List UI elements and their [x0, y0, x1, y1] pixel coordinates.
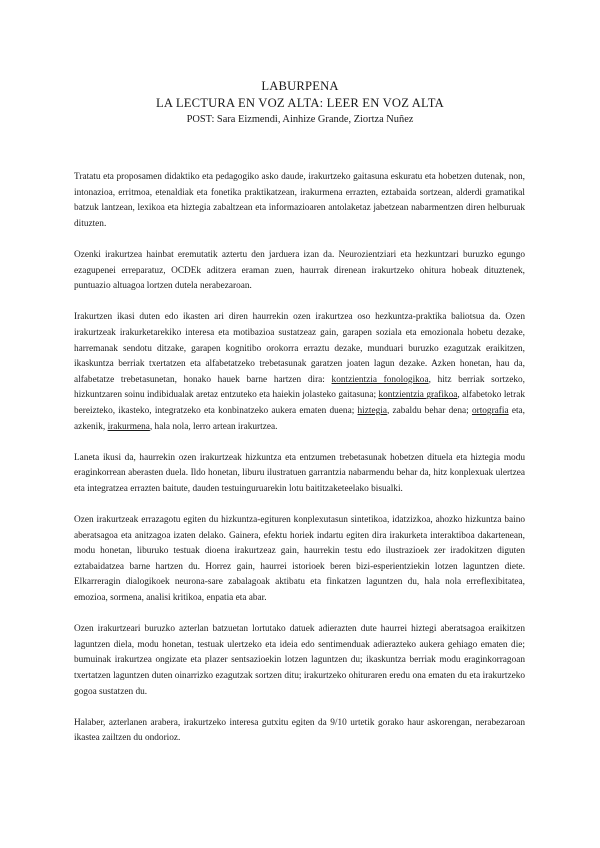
document-body — [74, 170, 525, 763]
paragraph — [74, 310, 525, 435]
paragraph-text: Irakurtzen ikasi duten edo ikasten ari diren haurrekin ozen irakurtzea oso hezkuntza-praktika baliotsua da. Ozen irakurtzeak irakurketarekiko interesa eta motibazioa sustatzeaz gain, garapen soziala eta emozionala hobetu dezake, harremanak sendotu ditzake, garapen kognitibo orokorra erraztu dezake, munduari buruzko ezagutzak eraikitzen, ikaskuntza berriak txertatzen eta alfabetatzeko trebetasunak garatzen joaten lagun dezake. Azken honetan, hau da, alfabetatze trebetasunetan, honako hauek barne hartzen dira: — [74, 312, 525, 385]
underlined-term: kontzientzia grafikoa — [378, 390, 458, 401]
paragraph-text: eta, azkenik, — [74, 405, 526, 432]
document-title: LA LECTURA EN VOZ ALTA: LEER EN VOZ ALTA — [156, 96, 444, 110]
paragraph: Laneta ikusi da, haurrekin ozen irakurtzeak hizkuntza eta entzumen trebetasunak hobetzen dituela eta hiztegia modu eraginkorrean aberasten duela. Ildo honetan, liburu ilustratuen garrantzia nabarmendu behar da, hitz konplexuak ulertzea eta integratzea errazten baitute, dauden testuinguruarekin lotu baititzaketeelako bisualki. — [74, 452, 525, 494]
paragraph: Halaber, azterlanen arabera, irakurtzeko interesa gutxitu egiten da 9/10 urtetik gorako haur askorengan, nerabezaroan ikastea zailtzen du ondorioz. — [74, 717, 525, 744]
paragraph-text: , hitz berriak sortzeko, hizkuntzaren soinu indibidualak aretaz entzuteko eta haiekin jolasteko gaitasuna; — [74, 374, 525, 401]
document-heading: LABURPENA — [261, 79, 339, 93]
underlined-term: ortografia — [471, 405, 509, 416]
underlined-term: hiztegia — [357, 405, 387, 416]
paragraph: Ozen irakurtzeari buruzko azterlan batzuetan lortutako datuek adierazten dute haurrei hiztegi aberatsagoa eraikitzen laguntzen diela, modu honetan, testuak ulertzeko eta ideia edo sentimenduak adierazteko aukera gehiago ematen die; bumuinak irakurtzea ongizate eta plazer sentsazioekin lotzen laguntzen du; ikaskuntza berriak modu eraginkorragoan txertatzen laguntzen duten oinarrizko ezagutzak sortzen ditu; irakurtzeko ohituraren eredu ona ematen du eta irakurtzeko gogoa sustatzen du. — [74, 624, 525, 697]
paragraph: Ozen irakurtzeak errazagotu egiten du hizkuntza-egituren konplexutasun sintetikoa, idatzizkoa, ahozko hizkuntza baino aberatsagoa eta anitzagoa izaten delako. Gainera, efektu horiek indartu egiten dira irakurketa interaktiboa dakartenean, modu honetan, liburuko testuak dioena irakurtzeaz gain, haurrekin testu edo ilustrazioek zer iradokitzen diguten eztabaidatzea barne hartzen du. Horrez gain, haurrei istorioek beren bizi-esperientziekin lotzen laguntzen diete. Elkarreragin dialogikoek neurona-sare zabalagoak aktibatu eta finkatzen laguntzen du, hala nola erreflexibitatea, emozioa, sormena, analisi kritikoa, enpatia eta abar. — [74, 515, 525, 604]
authors-line: POST: Sara Eizmendi, Ainhize Grande, Ziortza Nuñez — [186, 114, 414, 125]
paragraph-text: , hala nola, lerro artean irakurtzea. — [149, 421, 278, 432]
paragraph-text: , alfabetoko letrak bereizteko, ikasteko, integratzeko eta konbinatzeko aukera ematen duena; — [74, 390, 525, 416]
paragraph: Ozenki irakurtzea hainbat eremutatik aztertu den jarduera izan da. Neurozientziari eta hezkuntzari buruzko egungo ezagupenei erreparatuz, OCDEk aditzera eraman zuen, haurrak direnean irakurtzeko ohitura hobeak dituztenek, puntuazio altuagoa lortzen dutela nerabezaroan. — [74, 249, 525, 292]
underlined-term: kontzientzia fonologikoa — [331, 374, 429, 385]
underlined-term: irakurmena — [107, 421, 150, 432]
paragraph-text: , zabaldu behar dena; — [386, 405, 472, 416]
paragraph: Tratatu eta proposamen didaktiko eta pedagogiko asko daude, irakurtzeko gaitasuna eskuratu eta hobetzen dutenak, non, intonazioa, erritmoa, etenaldiak eta fonetika praktikatzean, irakurmena errazten, eztabaida sortzean, alderdi gramatikal batzuk lantzean, lexikoa eta hiztegia zabaltzean eta informazioaren antolaketaz jabetzean nabarmentzen diren helburuak dituzten. — [74, 172, 525, 229]
